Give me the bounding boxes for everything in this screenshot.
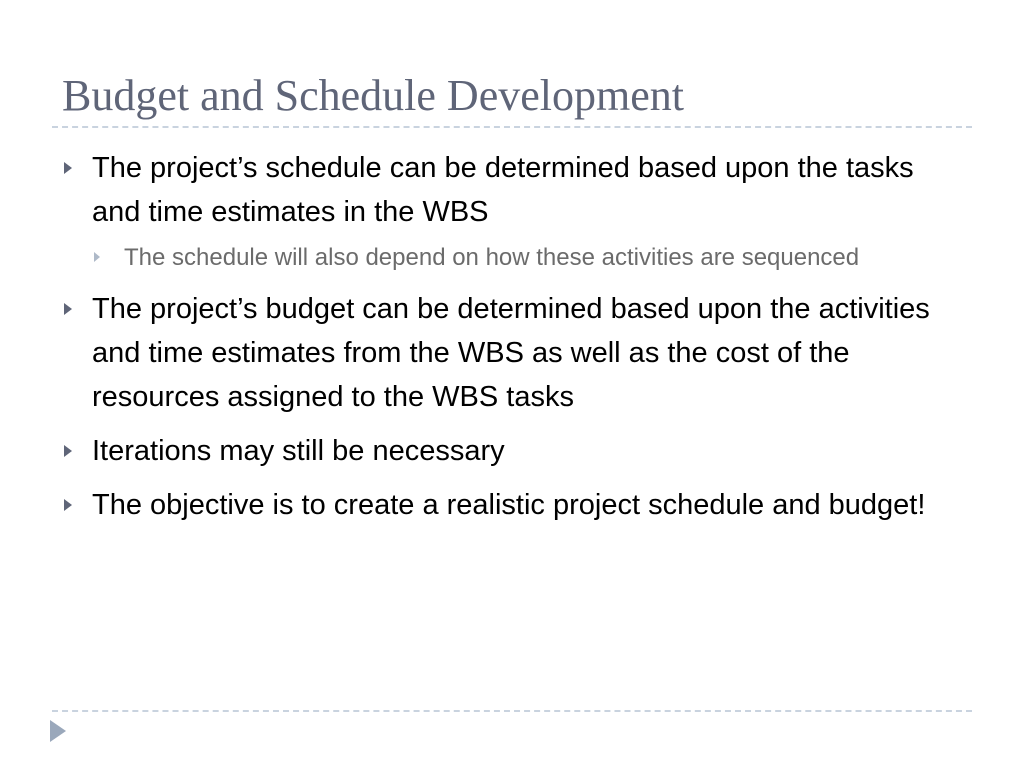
- triangle-bullet-icon: [64, 162, 72, 174]
- bullet-item: [62, 483, 962, 527]
- triangle-bullet-icon: [64, 499, 72, 511]
- bullet-text: The project’s budget can be determined based upon the activities and time estimates from the WBS as well as the cost of the resources assigned to the WBS tasks: [92, 293, 930, 413]
- bullet-text: Iterations may still be necessary: [92, 435, 505, 467]
- bullet-list: [62, 146, 962, 527]
- bullet-text: The project’s schedule can be determined based upon the tasks and time estimates in the WBS: [92, 152, 914, 228]
- bullet-text: The objective is to create a realistic project schedule and budget!: [92, 489, 926, 521]
- next-slide-arrow-icon[interactable]: [50, 720, 66, 742]
- bullet-item: [62, 429, 962, 473]
- triangle-bullet-icon: [64, 303, 72, 315]
- slide-title: Budget and Schedule Development: [62, 71, 684, 120]
- triangle-bullet-icon: [64, 445, 72, 457]
- sub-bullet-text: The schedule will also depend on how these activities are sequenced: [124, 244, 860, 271]
- triangle-bullet-icon: [94, 252, 100, 262]
- footer-divider: [52, 710, 972, 712]
- bullet-item: [62, 287, 962, 419]
- title-divider: [52, 126, 972, 128]
- bullet-item: [62, 146, 962, 277]
- sub-bullet-item: [92, 238, 962, 277]
